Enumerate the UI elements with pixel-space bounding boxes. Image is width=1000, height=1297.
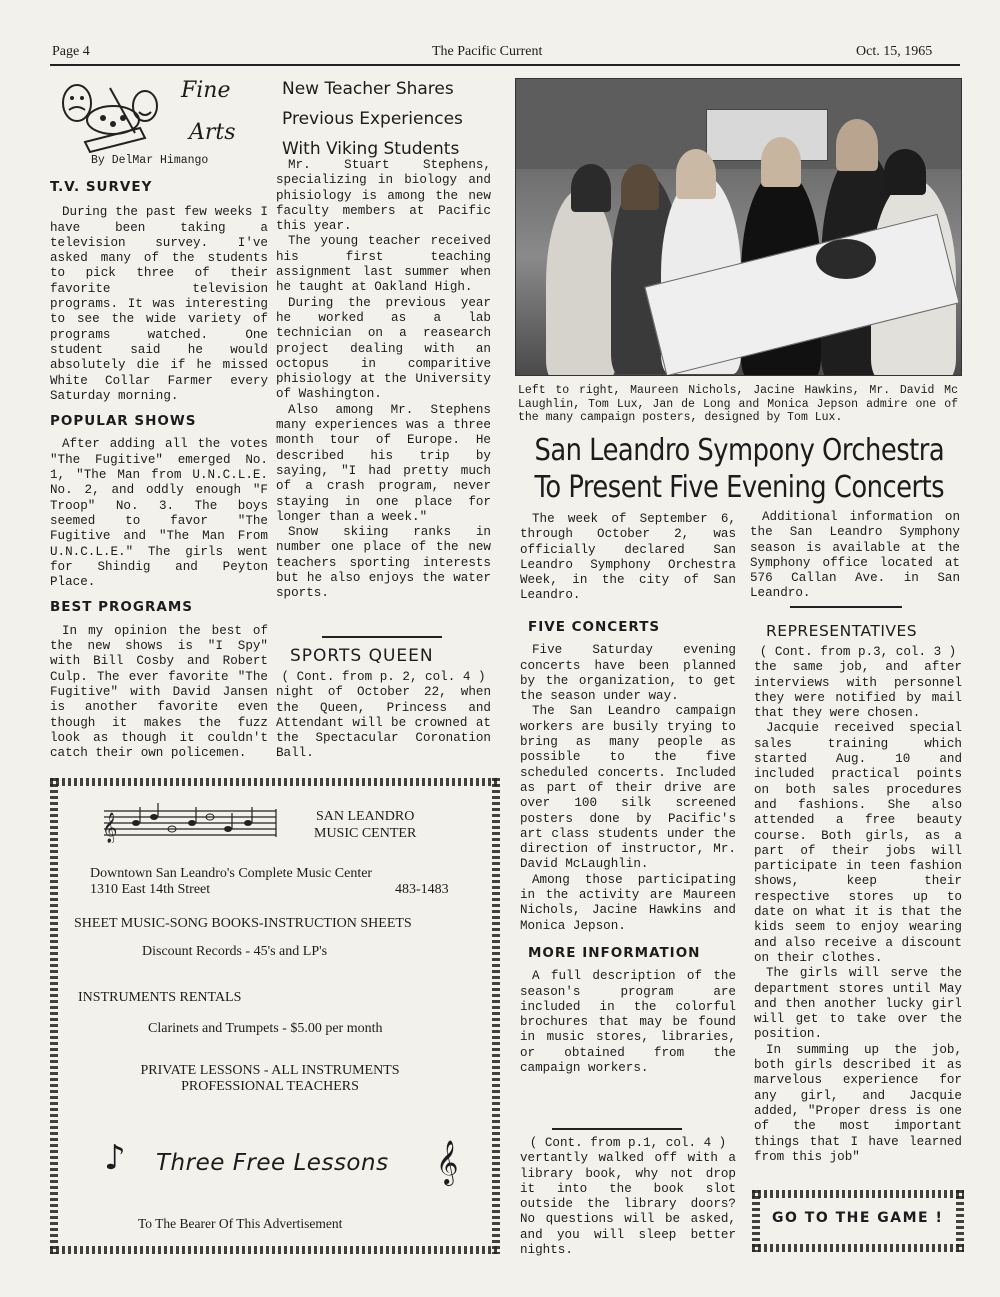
teacher-headline-1: New Teacher Shares <box>282 79 454 99</box>
teacher-paragraph: Snow skiing ranks in number one place of the new teachers sporting interests but he also enjoys the water sports. <box>276 525 491 601</box>
fine-arts-title-1: Fine <box>181 78 231 103</box>
issue-date: Oct. 15, 1965 <box>856 44 933 59</box>
symphony-column <box>520 620 736 1076</box>
ad-border-top <box>50 778 500 786</box>
ad-bearer: To The Bearer Of This Advertisement <box>138 1216 343 1231</box>
additional-information-text: Additional information on the San Leandro Symphony season is available at the Symphony office located at 576 Callan Ave. in San Leandro. <box>750 510 960 601</box>
drama-masks-palette-icon <box>55 78 175 158</box>
header-rule <box>50 64 960 66</box>
representatives-text: The girls will serve the department stores until May and then another lucky girl will get to take over the position. <box>754 966 962 1042</box>
game-box-border-top <box>752 1190 964 1198</box>
byline: By DelMar Himango <box>91 154 209 167</box>
game-box-border-right <box>956 1190 964 1252</box>
library-article <box>520 1136 736 1258</box>
best-programs-text: In my opinion the best of the new shows is "I Spy" with Bill Cosby and Robert Culp. The ever favorite "The Fugitive" with David Jansen is another favorite even though it makes the fuzz look as though it couldn't catch their own policemen. <box>50 623 268 761</box>
ad-border-bottom <box>50 1246 500 1254</box>
five-concerts-text: Five Saturday evening concerts have been planned by the organization, to get the season under way. <box>520 643 736 704</box>
teacher-paragraph: During the previous year he worked as a lab technician on a reasearch project dealing with an octopus in comparitive phisiology at the University of Washington. <box>276 295 491 402</box>
symphony-headline <box>520 432 959 506</box>
ad-professional-line: PROFESSIONAL TEACHERS <box>181 1079 359 1094</box>
representatives-text: Jacquie received special sales training which started Aug. 10 and included practical points on both sales procedures and fashions. She also attended a free beauty course. Both girls, as a part of their jobs will participate in teen fashion shows, keep their respective stores up to date on what it is that the kids seem to enjoy wearing and also receive a discount on their clothes. <box>754 721 962 965</box>
tv-survey-heading: T.V. SURVEY <box>50 179 153 195</box>
campaign-poster-photo <box>515 78 962 376</box>
sports-queen-continued: ( Cont. from p. 2, col. 4 ) <box>281 670 486 684</box>
teacher-headline-3: With Viking Students <box>282 139 460 159</box>
additional-information <box>750 510 960 602</box>
popular-shows-text: After adding all the votes "The Fugitive" emerged No. 1, "The Man from U.N.C.L.E. No. 2, and oddly enough "F Troop" No. 3. The boys seemed to favor "The Fugitive and "The Man From U.N.C.L.E." The girls went for Shindig and Peyton Place. <box>50 437 268 590</box>
representatives-text: In summing up the job, both girls described it as marvelous experience for any girl, and Jacquie added, "Proper dress is one of the most important things that I have learned from this job" <box>754 1042 962 1164</box>
representatives-heading: REPRESENTATIVES <box>766 622 918 640</box>
tv-survey-text: During the past few weeks I have been taking a television survey. I've asked many of the students to pick three of their favorite television programs. It was interesting to see the wide variety of programs watched. One student said he would absolutely die if he missed White Collar Farmer every Saturday morning. <box>50 205 268 403</box>
sports-queen-rule <box>322 636 442 638</box>
sports-queen-article <box>276 670 491 762</box>
game-box-border-left <box>752 1190 760 1252</box>
more-information-text: A full description of the season's program are included in the colorful brochures that may be found in music stores, libraries, or obtained from the campaign workers. <box>520 969 736 1076</box>
library-text: vertantly walked off with a library book, why not drop it into the book slot outside the library doors? No questions will be asked, and you will sleep better nights. <box>520 1151 736 1258</box>
library-continued: ( Cont. from p.1, col. 4 ) <box>529 1136 727 1150</box>
symphony-headline-2: To Present Five Evening Concerts <box>534 470 945 505</box>
teacher-headline-2: Previous Experiences <box>282 109 463 129</box>
fine-arts-column <box>50 180 268 761</box>
fine-arts-title-2: Arts <box>189 120 236 145</box>
store-name-line-1: SAN LEANDRO <box>315 809 415 824</box>
ad-records: Discount Records - 45's and LP's <box>142 944 328 959</box>
go-to-the-game: GO TO THE GAME ! <box>772 1210 944 1226</box>
three-free-lessons: Three Free Lessons <box>156 1150 389 1176</box>
five-concerts-heading: FIVE CONCERTS <box>528 619 661 635</box>
fine-arts-masthead <box>55 78 255 170</box>
symphony-intro <box>520 512 736 604</box>
symphony-intro-text: The week of September 6, through October 2, was officially declared San Leandro Symphony Orchestra Week, in the city of San Leandro. <box>520 512 736 603</box>
music-staff-icon <box>100 803 280 843</box>
best-programs-heading: BEST PROGRAMS <box>50 599 193 616</box>
representatives-article <box>754 645 962 1165</box>
ad-clarinets: Clarinets and Trumpets - $5.00 per month <box>148 1021 383 1036</box>
sports-queen-text: night of October 22, when the Queen, Princess and Attendant will be crowned at the Spectacular Coronation Ball. <box>276 685 491 761</box>
representatives-continued: ( Cont. from p.3, col. 3 ) <box>759 645 957 659</box>
symphony-headline-1: San Leandro Sympony Orchestra <box>534 433 945 468</box>
ad-tagline: Downtown San Leandro's Complete Music Center <box>90 866 373 881</box>
library-rule <box>552 1128 682 1130</box>
game-box-border-bottom <box>752 1244 964 1252</box>
newspaper-name: The Pacific Current <box>432 44 543 59</box>
five-concerts-text: Among those participating in the activity are Maureen Nichols, Jacine Hawkins and Monica Jepson. <box>520 872 736 933</box>
ad-sheet-music: SHEET MUSIC-SONG BOOKS-INSTRUCTION SHEETS <box>74 916 412 931</box>
ad-border-left <box>50 778 58 1254</box>
ad-border-right <box>492 778 500 1254</box>
store-name-line-2: MUSIC CENTER <box>314 826 417 841</box>
photo-caption: Left to right, Maureen Nichols, Jacine Hawkins, Mr. David Mc Laughlin, Tom Lux, Jan de Long and Monica Jepson admire one of the many campaign posters, designed by Tom Lux. <box>518 384 958 424</box>
ad-private-line: PRIVATE LESSONS - ALL INSTRUMENTS <box>140 1063 400 1078</box>
treble-clef-icon: 𝄞 <box>436 1140 459 1184</box>
page-number: Page 4 <box>52 44 90 59</box>
more-information-heading: MORE INFORMATION <box>528 944 701 961</box>
ad-rentals: INSTRUMENTS RENTALS <box>78 990 242 1005</box>
five-concerts-text: The San Leandro campaign workers are busily trying to bring as many people as possible to the five scheduled concerts. Included as part of their drive are over 100 silk screened posters done by Pacific's art class students under the direction of instructor, Mr. David McLaughlin. <box>520 704 736 872</box>
representatives-rule <box>790 606 902 608</box>
teacher-paragraph: Also among Mr. Stephens many experiences was a three month tour of Europe. He described his trip by saying, "I had pretty much of a crash program, never staying in one place for longer than a week." <box>276 402 491 524</box>
representatives-text: the same job, and after interviews with personnel they were notified by mail that they were chosen. <box>754 660 962 721</box>
svg-text:𝄞: 𝄞 <box>102 813 118 843</box>
teacher-paragraph: Mr. Stuart Stephens, specializing in biology and phisiology is among the new faculty members at Pacific this year. <box>276 158 491 234</box>
sports-queen-heading: SPORTS QUEEN <box>290 646 434 666</box>
ad-phone: 483-1483 <box>395 882 449 897</box>
ad-private-lessons <box>100 1063 440 1095</box>
eighth-note-icon: ♪ <box>104 1138 126 1178</box>
teacher-paragraph: The young teacher received his first teaching assignment last summer when he taught at Oakland High. <box>276 234 491 295</box>
teacher-article <box>276 158 491 602</box>
ad-address: 1310 East 14th Street <box>90 882 211 897</box>
store-name <box>314 808 416 842</box>
popular-shows-heading: POPULAR SHOWS <box>50 413 197 430</box>
teacher-headline <box>282 74 492 164</box>
